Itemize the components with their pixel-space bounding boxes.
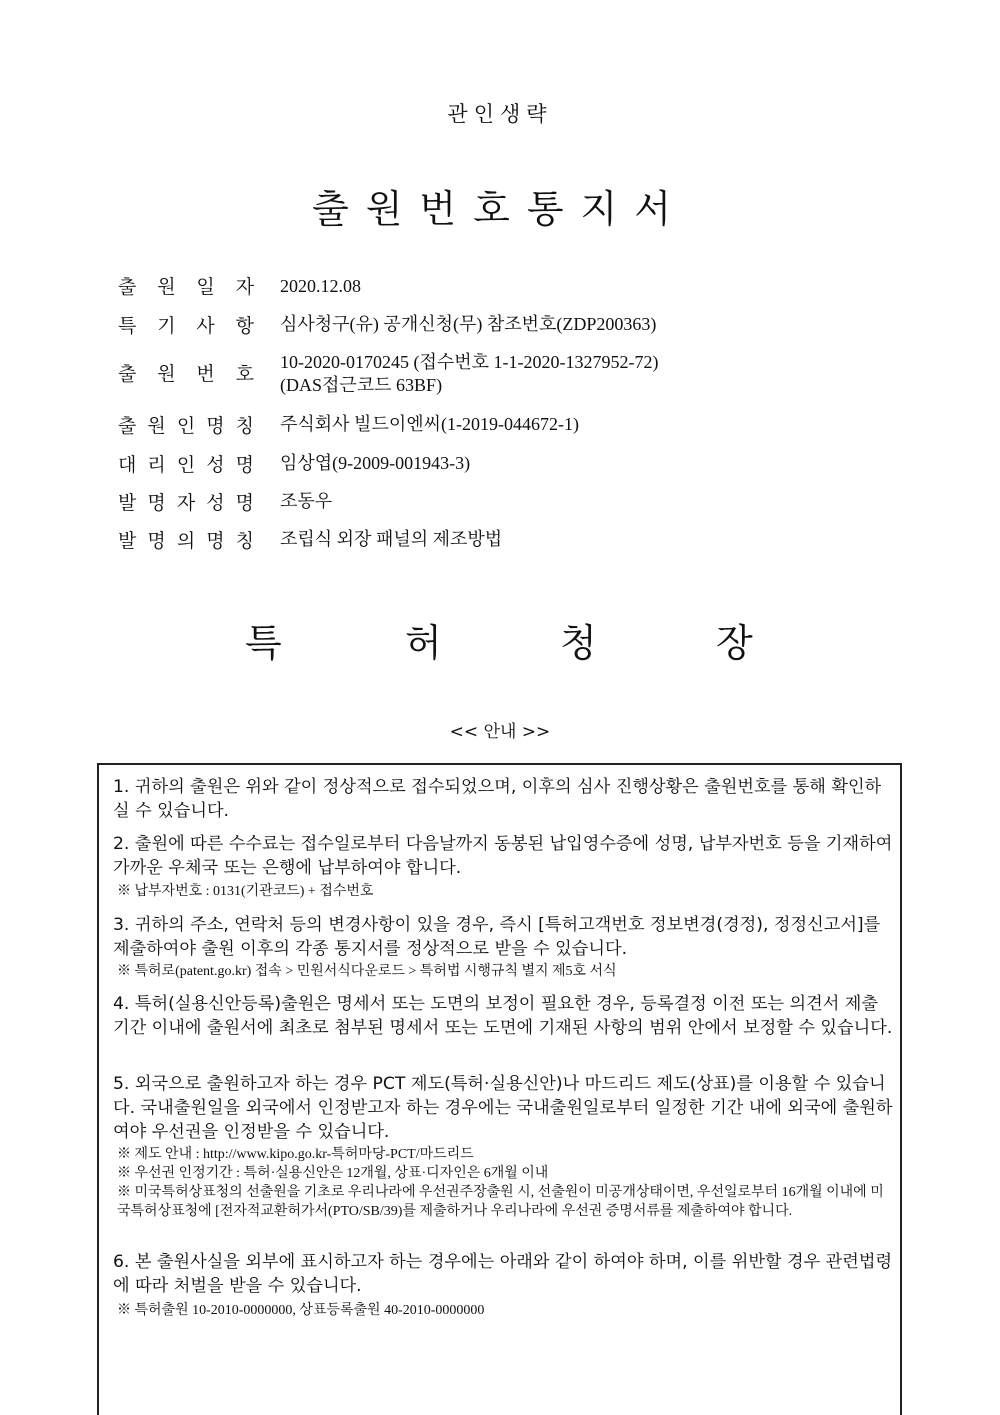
field-value-applicant-name: 주식회사 빌드이엔씨(1-2019-044672-1) xyxy=(280,414,579,434)
field-value-agent-name: 임상엽(9-2009-001943-3) xyxy=(280,453,471,473)
notice-box xyxy=(97,763,902,1415)
notice-item-1: 1. 귀하의 출원은 위와 같이 정상적으로 접수되었으며, 이후의 심사 진행상황은 출원번호를 통해 확인하실 수 있습니다. xyxy=(113,777,882,821)
office-name-char: 특 xyxy=(245,621,282,665)
field-value-filing-date: 2020.12.08 xyxy=(280,276,361,296)
field-value-inventor-name: 조동우 xyxy=(280,491,333,511)
notice-item-4: 4. 특허(실용신안등록)출원은 명세서 또는 도면의 보정이 필요한 경우, 등록결정 이전 또는 의견서 제출기간 이내에 출원서에 최초로 첨부된 명세서 또는 도면에 기재된 사항의 범위 안에서 보정할 수 있습니다. xyxy=(113,994,893,1038)
document-title: 출원번호통지서 xyxy=(312,187,688,231)
field-label-invention-title: 발 명 의 명 칭 xyxy=(118,530,254,552)
notice-note: ※ 특허로(patent.go.kr) 접속 > 민원서식다운로드 > 특허법 시행규칙 별지 제5호 서식 xyxy=(117,964,617,979)
field-label-application-number: 출 원 번 호 xyxy=(118,363,254,385)
notice-note: ※ 납부자번호 : 0131(기관코드) + 접수번호 xyxy=(117,884,374,899)
notice-note: ※ 우선권 인정기간 : 특허·실용신안은 12개월, 상표·디자인은 6개월 이내 xyxy=(117,1166,549,1181)
office-name-char: 청 xyxy=(560,621,597,665)
notice-item-2: 2. 출원에 따른 수수료는 접수일로부터 다음날까지 동봉된 납입영수증에 성명, 납부자번호 등을 기재하여 가까운 우체국 또는 은행에 납부하여야 합니다. xyxy=(113,834,893,878)
notice-item-6: 6. 본 출원사실을 외부에 표시하고자 하는 경우에는 아래와 같이 하여야 하며, 이를 위반할 경우 관련법령에 따라 처벌을 받을 수 있습니다. xyxy=(113,1252,893,1296)
notice-note: ※ 특허출원 10-2010-0000000, 상표등록출원 40-2010-0000000 xyxy=(117,1303,485,1318)
notice-item-3: 3. 귀하의 주소, 연락처 등의 변경사항이 있을 경우, 즉시 [특허고객번호 정보변경(경정), 정정신고서]를 제출하여야 출원 이후의 각종 통지서를 정상적으로 받을 수 있습니다. xyxy=(113,915,881,959)
notice-item-5: 5. 외국으로 출원하고자 하는 경우 PCT 제도(특허·실용신안)나 마드리드 제도(상표)를 이용할 수 있습니다. 국내출원일을 외국에서 인정받고자 하는 경우에는 국내출원일로부터 일정한 기간 내에 외국에 출원하여야 우선권을 인정받을 수 있습니다. xyxy=(113,1074,893,1142)
field-label-agent-name: 대 리 인 성 명 xyxy=(118,454,254,476)
official-seal-omitted-label: 관인생략 xyxy=(447,102,553,126)
notice-note: ※ 제도 안내 : http://www.kipo.go.kr-특허마당-PCT/마드리드 xyxy=(117,1147,474,1162)
field-value-application-number: 10-2020-0170245 (접수번호 1-1-2020-1327952-72) xyxy=(280,352,659,372)
office-name-char: 허 xyxy=(405,621,442,665)
field-label-filing-date: 출 원 일 자 xyxy=(118,276,254,298)
field-label-applicant-name: 출 원 인 명 칭 xyxy=(118,415,254,437)
notice-note: ※ 미국특허상표청의 선출원을 기초로 우리나라에 우선권주장출원 시, 선출원이 미공개상태이면, 우선일로부터 16개월 이내에 미국특허상표청에 [전자적교환허가서(PTO/SB/39)를 제출하거나 우리나라에 우선권 증명서류를 제출하여야 합니다. xyxy=(117,1185,884,1219)
field-value-das-access-code: (DAS접근코드 63BF) xyxy=(280,375,443,395)
field-value-invention-title: 조립식 외장 패널의 제조방법 xyxy=(280,529,503,549)
field-value-special-notes: 심사청구(유) 공개신청(무) 참조번호(ZDP200363) xyxy=(280,314,657,334)
office-name-char: 장 xyxy=(716,621,753,665)
field-label-special-notes: 특 기 사 항 xyxy=(118,315,254,337)
guide-heading: << 안내 >> xyxy=(449,722,551,742)
field-label-inventor-name: 발 명 자 성 명 xyxy=(118,492,254,514)
